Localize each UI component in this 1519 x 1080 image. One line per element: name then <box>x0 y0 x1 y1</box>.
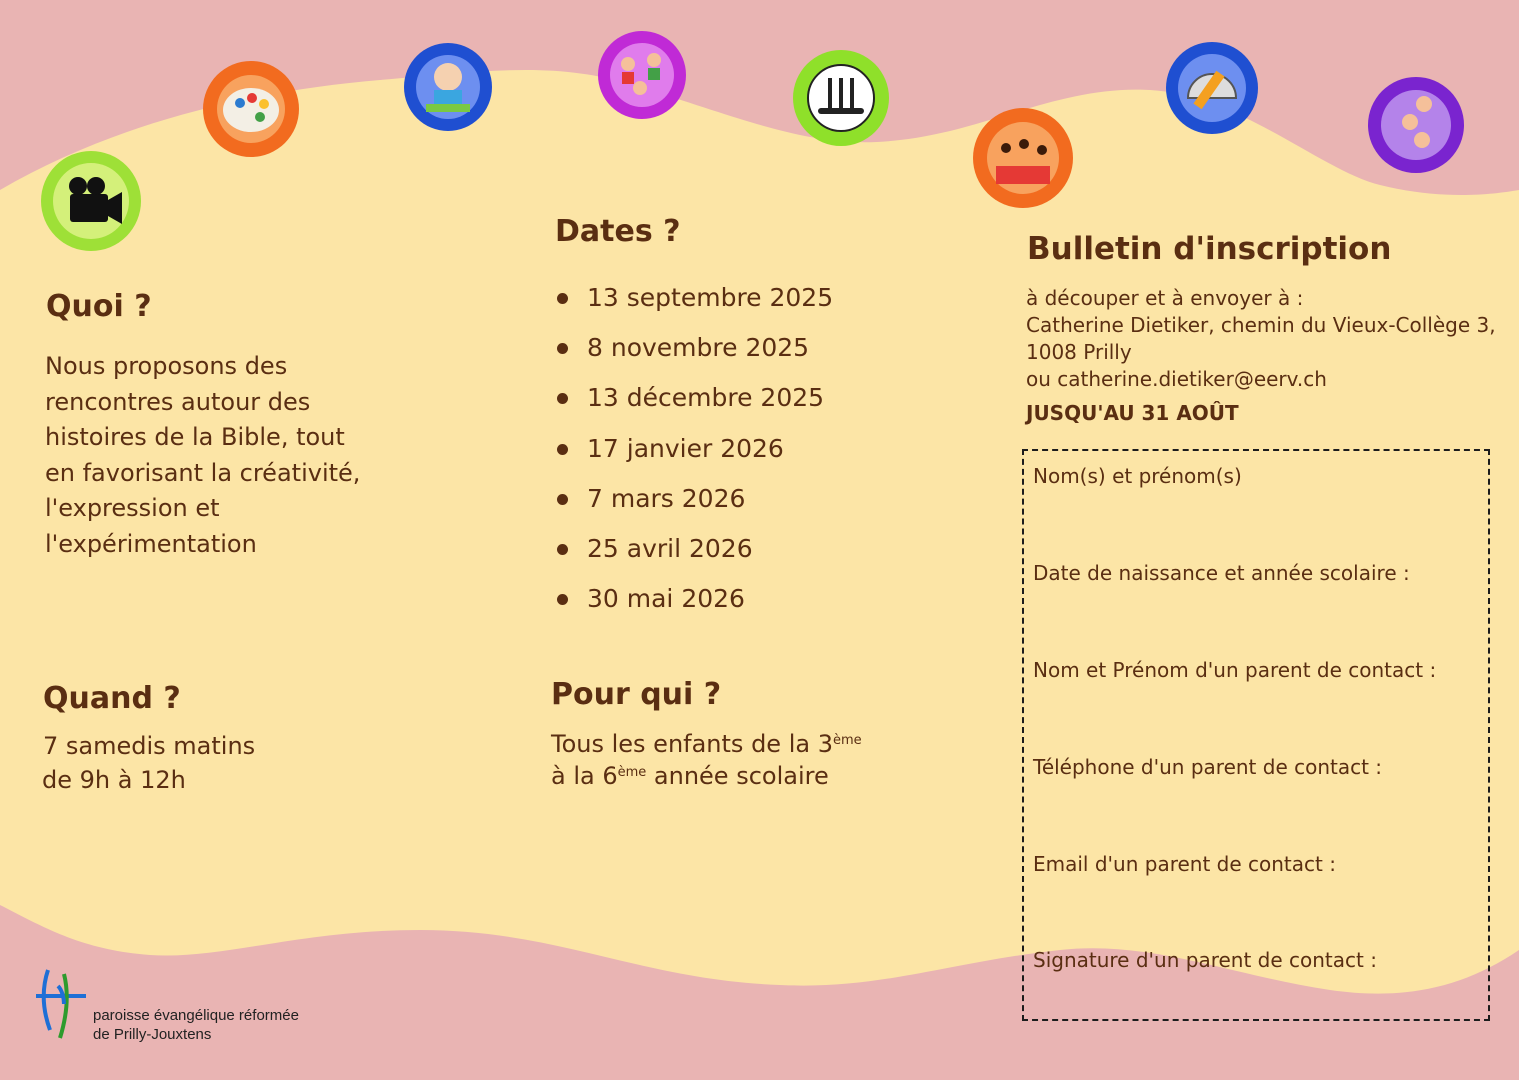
quoi-text <box>45 349 360 562</box>
form-field-parent-name[interactable]: Nom et Prénom d'un parent de contact : <box>1033 658 1437 682</box>
form-field-email[interactable]: Email d'un parent de contact : <box>1033 852 1336 876</box>
pourqui-sup-1: ème <box>832 733 862 748</box>
quoi-title: Quoi ? <box>46 289 152 324</box>
date-item: 13 septembre 2025 <box>553 283 833 333</box>
pourqui-title: Pour qui ? <box>551 677 722 712</box>
quoi-line: Nous proposons des <box>45 352 288 380</box>
pourqui-line-2-pre: à la 6 <box>551 762 618 790</box>
quoi-line: l'expression et <box>45 494 220 522</box>
bulletin-line: Catherine Dietiker, chemin du Vieux-Collège 3, <box>1026 313 1496 337</box>
quand-line-2: de 9h à 12h <box>42 766 186 794</box>
date-item: 17 janvier 2026 <box>553 434 833 484</box>
bulletin-address <box>1026 285 1496 427</box>
parish-logo <box>28 968 92 1046</box>
kitchen-utensils-icon <box>788 48 894 148</box>
pourqui-line-1 <box>551 727 862 763</box>
quoi-line: histoires de la Bible, tout <box>45 423 345 451</box>
quoi-line: l'expérimentation <box>45 529 257 558</box>
pourqui-line-1-text: Tous les enfants de la 3 <box>551 730 833 758</box>
reading-child-icon <box>396 42 500 132</box>
dates-title: Dates ? <box>555 214 681 249</box>
form-field-birthdate[interactable]: Date de naissance et année scolaire : <box>1033 561 1410 585</box>
form-field-name[interactable]: Nom(s) et prénom(s) <box>1033 464 1242 488</box>
pourqui-sup-2: ème <box>617 765 647 780</box>
pourqui-line-2 <box>551 759 829 795</box>
quand-line-1: 7 samedis matins <box>43 732 256 760</box>
cross-logo-icon <box>28 968 92 1042</box>
date-item: 8 novembre 2025 <box>553 333 833 383</box>
bulletin-line: 1008 Prilly <box>1026 340 1132 364</box>
bulletin-deadline: JUSQU'AU 31 AOÛT <box>1026 401 1239 425</box>
bulletin-title: Bulletin d'inscription <box>1027 231 1392 267</box>
parish-name <box>93 1006 299 1044</box>
date-item: 13 décembre 2025 <box>553 383 833 433</box>
parish-name-line-1: paroisse évangélique réformée <box>93 1007 299 1024</box>
camera-icon <box>38 148 144 254</box>
quoi-line: en favorisant la créativité, <box>45 458 361 487</box>
form-field-phone[interactable]: Téléphone d'un parent de contact : <box>1033 755 1383 779</box>
music-icon <box>966 106 1080 210</box>
form-field-signature[interactable]: Signature d'un parent de contact : <box>1033 948 1377 972</box>
quand-title: Quand ? <box>43 681 181 716</box>
date-item: 30 mai 2026 <box>553 584 833 634</box>
school-tools-icon <box>1160 40 1264 136</box>
date-item: 7 mars 2026 <box>553 484 833 534</box>
quoi-line: rencontres autour des <box>45 387 311 416</box>
date-item: 25 avril 2026 <box>553 534 833 584</box>
pourqui-line-2-post: année scolaire <box>646 762 829 790</box>
dates-list <box>553 283 833 634</box>
kids-faces-icon <box>1362 74 1470 176</box>
dancing-children-icon <box>596 30 688 120</box>
bulletin-line: ou catherine.dietiker@eerv.ch <box>1026 367 1327 391</box>
palette-icon <box>200 58 302 160</box>
bulletin-line: à découper et à envoyer à : <box>1026 286 1304 310</box>
parish-name-line-2: de Prilly-Jouxtens <box>93 1026 212 1043</box>
registration-form <box>1022 449 1490 1021</box>
